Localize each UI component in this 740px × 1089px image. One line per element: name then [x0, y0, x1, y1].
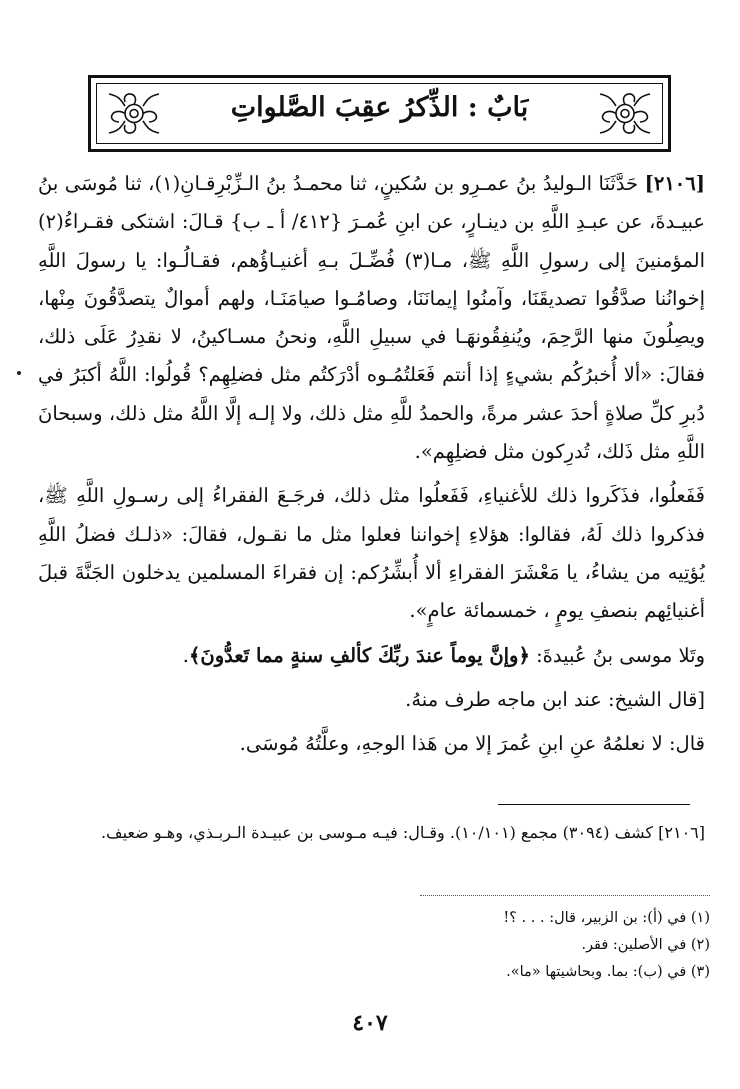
footnote-divider	[498, 804, 690, 805]
footnote-3: (٣) في (ب): بما. وبحاشيتها «ما».	[506, 964, 710, 980]
margin-dot	[17, 371, 21, 375]
sheikh-note: [قال الشيخ: عند ابن ماجه طرف منهُ.	[405, 687, 705, 711]
chapter-banner	[88, 75, 671, 152]
recitation-intro: وتَلا موسى بنُ عُبيدةَ:	[536, 643, 705, 667]
hadith-paragraph-1	[38, 165, 705, 471]
page-number: ٤٠٧	[352, 1010, 388, 1036]
footnotes-list	[150, 905, 710, 986]
takhrij-footnote: [٢١٠٦] كشف (٣٠٩٤) مجمع (١٠/١٠١). وقـال: فيـه مـوسى بن عبيـدة الـربـذي، وهـو ضعيف.	[100, 823, 705, 842]
hadith-narration: حَدَّثَنَا الـوليدُ بنُ عمـرِو بن سُكينٍ، ثنا محمـدُ بنُ الـزِّبْرِقـانِ(١)، ثنا مُوسَى بنُ عبيـدةَ، عن عبـدِ اللَّهِ بن دينـارٍ، عن ابنِ عُمـرَ {٤١٢/ أ ـ ب} قـالَ: اشتكى فقـراءُ(٢) المؤمنينَ إلى رسولِ اللَّهِ ﷺ، مـا(٣) فُضِّـلَ بـهِ أغنيـاؤُهم، فقـالُـوا: يا رسولَ اللَّهِ إخوانُنا صدَّقُوا تصديقَنَا، وآمنُوا إيمانَنَا، وصامُـوا صيامَنَـا، ولهم أموالٌ يتصدَّقُونَ مِنْها، ويصِلُونَ منها الرَّحِمَ، ويُنفِقُونهَـا في سبيلِ اللَّهِ، ونحنُ مسـاكينُ، لا نقدِرُ عَلَى ذلك، فقالَ: «ألا أُخبرُكُم بشيءٍ إذا أنتم فَعَلتُمُـوه أدْرَكتُم مثل فضلِهِم؟ قُولُوا: اللَّهُ أكبَرُ في دُبرِ كلِّ صلاةٍ أحدَ عشر مرةً، والحمدُ للَّهِ مثل ذلك، ولا إلـه إلَّا اللَّهُ مثل ذلك، وسبحانَ اللَّهِ مثل ذَلك، تُدرِكون مثل فضلِهِم».	[38, 172, 705, 464]
ornament-right-icon	[590, 86, 660, 141]
author-comment: قال: لا نعلمُهُ عنِ ابنِ عُمرَ إلا من هَذا الوجهِ، وعلَّتُهُ مُوسَى.	[239, 732, 705, 756]
footnote-1: (١) في (أ): بن الزبير، قال: . . . ؟!	[503, 910, 710, 926]
chapter-title: بَابٌ : الذِّكرُ عقِبَ الصَّلواتِ	[230, 92, 529, 123]
hadith-paragraph-3: وتَلا موسى بنُ عُبيدةَ: ﴿وإنَّ يوماً عندَ ربِّكَ كألفِ سنةٍ مما تَعدُّونَ﴾.	[182, 643, 705, 667]
ornament-left-icon	[99, 86, 169, 141]
footnote-2: (٢) في الأصلين: فقر.	[581, 937, 710, 953]
hadith-number: [٢١٠٦]	[644, 172, 705, 195]
quran-verse: ﴿وإنَّ يوماً عندَ ربِّكَ كألفِ سنةٍ مما تَعدُّونَ﴾	[188, 643, 530, 667]
notes-divider	[420, 895, 710, 896]
hadith-paragraph-2: فَفَعلُوا، فذَكَروا ذلك للأغنياءِ، فَفَعلُوا مثل ذلك، فرجَـعَ الفقراءُ إلى رسـولِ اللَّهِ ﷺ، فذكروا ذلك لَهُ، فقالوا: هؤلاءِ إخواننا فعلوا مثل ما نقـول، فقالَ: «ذلـك فضلُ اللَّهِ يُؤتِيه من يشاءُ، يا مَعْشَرَ الفقراءِ ألا أُبشِّرُكم: إن فقراءَ المسلمين يدخلون الجَنَّةَ قبلَ أغنيائِهم بنصفِ يومٍ ، خمسمائة عامٍ».	[38, 484, 705, 623]
hadith-text	[38, 165, 705, 763]
